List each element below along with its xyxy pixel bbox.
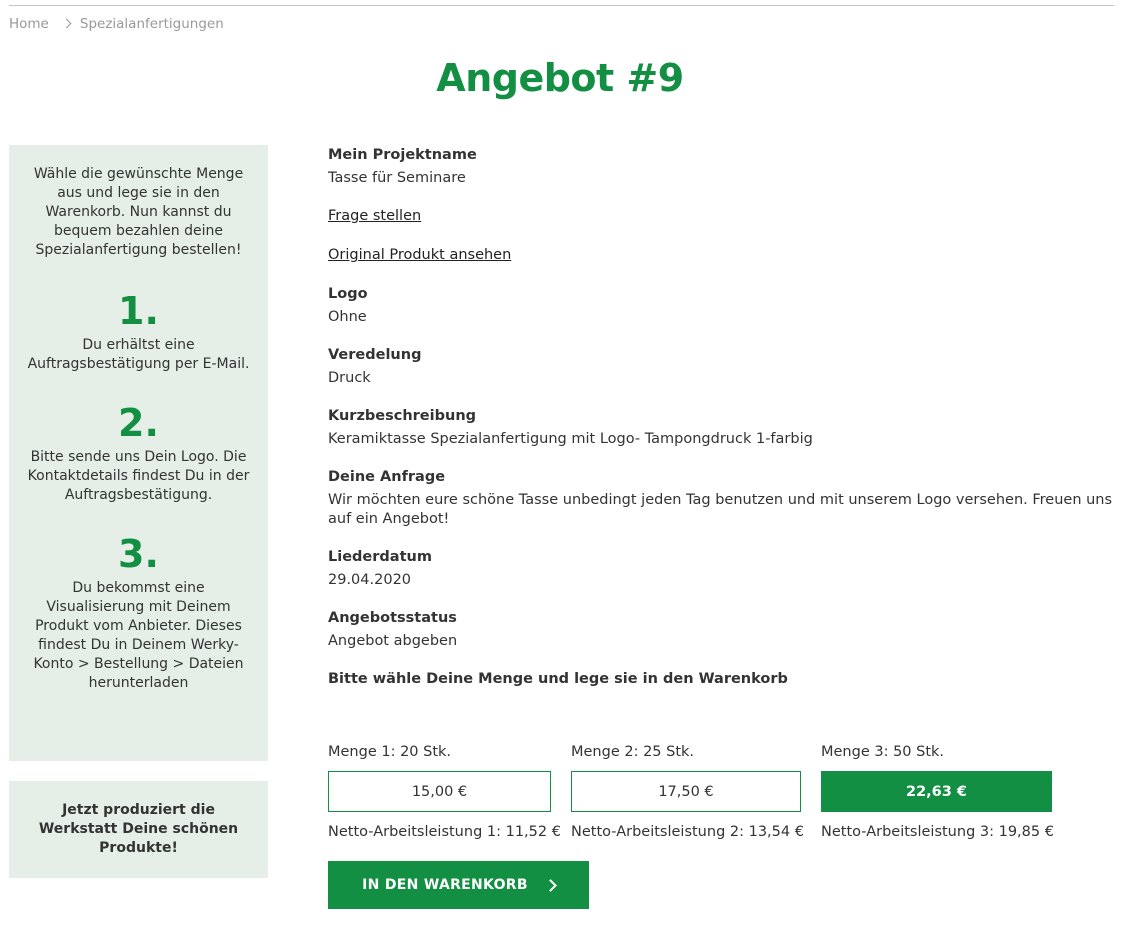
project-name-label: Mein Projektname xyxy=(328,147,477,163)
request-field xyxy=(328,467,1118,529)
step-number-3: 3. xyxy=(118,532,159,576)
price-option-1-button[interactable]: 15,00 € xyxy=(328,771,551,812)
add-to-cart-button[interactable] xyxy=(328,861,589,909)
breadcrumb xyxy=(9,16,224,32)
description-field xyxy=(328,406,1118,449)
quantity-heading: Bitte wähle Deine Menge und lege sie in den Warenkorb xyxy=(328,671,788,687)
quantity-options xyxy=(328,742,1052,842)
step-text-1: Du erhältst eine Auftragsbestätigung per E-Mail. xyxy=(27,337,250,372)
request-value: Wir möchten eure schöne Tasse unbedingt jeden Tag benutzen und mit unserem Logo versehen. Freuen uns auf ein Angebot! xyxy=(328,492,1113,527)
step-text-3: Du bekommst eine Visualisierung mit Deinem Produkt vom Anbieter. Dieses findest Du in Deinem Werky-Konto > Bestellung > Dateien herunterladen xyxy=(33,580,244,691)
ask-question-link[interactable]: Frage stellen xyxy=(328,208,422,224)
delivery-date-field xyxy=(328,547,1118,590)
finish-value: Druck xyxy=(328,370,371,386)
quantity-label-1: Menge 1: 20 Stk. xyxy=(328,744,452,760)
logo-field xyxy=(328,284,1118,327)
step-number-2: 2. xyxy=(118,401,159,445)
offer-status-value: Angebot abgeben xyxy=(328,633,458,649)
production-note-text: Jetzt produziert die Werkstatt Deine schönen Produkte! xyxy=(38,802,239,856)
delivery-date-value: 29.04.2020 xyxy=(328,572,412,588)
top-divider xyxy=(9,5,1114,6)
offer-details xyxy=(328,145,1118,689)
netto-work-3: Netto-Arbeitsleistung 3: 19,85 € xyxy=(821,824,1054,840)
quantity-option-3 xyxy=(821,742,1052,842)
finish-field xyxy=(328,345,1118,388)
offer-status-label: Angebotsstatus xyxy=(328,610,457,626)
netto-work-2: Netto-Arbeitsleistung 2: 13,54 € xyxy=(571,824,804,840)
step-number-1: 1. xyxy=(118,289,159,333)
quantity-label-3: Menge 3: 50 Stk. xyxy=(821,744,945,760)
breadcrumb-current: Spezialanfertigungen xyxy=(79,16,224,32)
logo-value: Ohne xyxy=(328,309,367,325)
sidebar-intro: Wähle die gewünschte Menge aus und lege sie in den Warenkorb. Nun kannst du bequem bezahlen deine Spezialanfertigung bestellen! xyxy=(33,166,244,258)
price-option-2-button[interactable]: 17,50 € xyxy=(571,771,801,812)
chevron-right-icon xyxy=(61,18,71,28)
offer-status-field xyxy=(328,608,1118,651)
project-name-value: Tasse für Seminare xyxy=(328,170,466,186)
finish-label: Veredelung xyxy=(328,347,422,363)
add-to-cart-label: IN DEN WARENKORB xyxy=(362,877,528,893)
quantity-option-1 xyxy=(328,742,561,842)
request-label: Deine Anfrage xyxy=(328,469,446,485)
quantity-option-2 xyxy=(571,742,804,842)
quantity-label-2: Menge 2: 25 Stk. xyxy=(571,744,695,760)
step-text-2: Bitte sende uns Dein Logo. Die Kontaktdetails findest Du in der Auftragsbestätigung. xyxy=(27,449,250,503)
description-label: Kurzbeschreibung xyxy=(328,408,477,424)
chevron-right-icon xyxy=(544,879,557,892)
project-name-field xyxy=(328,145,1118,188)
production-note xyxy=(9,781,268,878)
view-original-product-link[interactable]: Original Produkt ansehen xyxy=(328,247,512,263)
page-title: Angebot #9 xyxy=(436,56,684,100)
delivery-date-label: Liederdatum xyxy=(328,549,432,565)
breadcrumb-home-link[interactable]: Home xyxy=(9,16,49,32)
description-value: Keramiktasse Spezialanfertigung mit Logo- Tampongdruck 1-farbig xyxy=(328,431,813,447)
steps-sidebar xyxy=(9,145,268,761)
price-option-3-button[interactable]: 22,63 € xyxy=(821,771,1052,812)
logo-label: Logo xyxy=(328,286,368,302)
netto-work-1: Netto-Arbeitsleistung 1: 11,52 € xyxy=(328,824,561,840)
